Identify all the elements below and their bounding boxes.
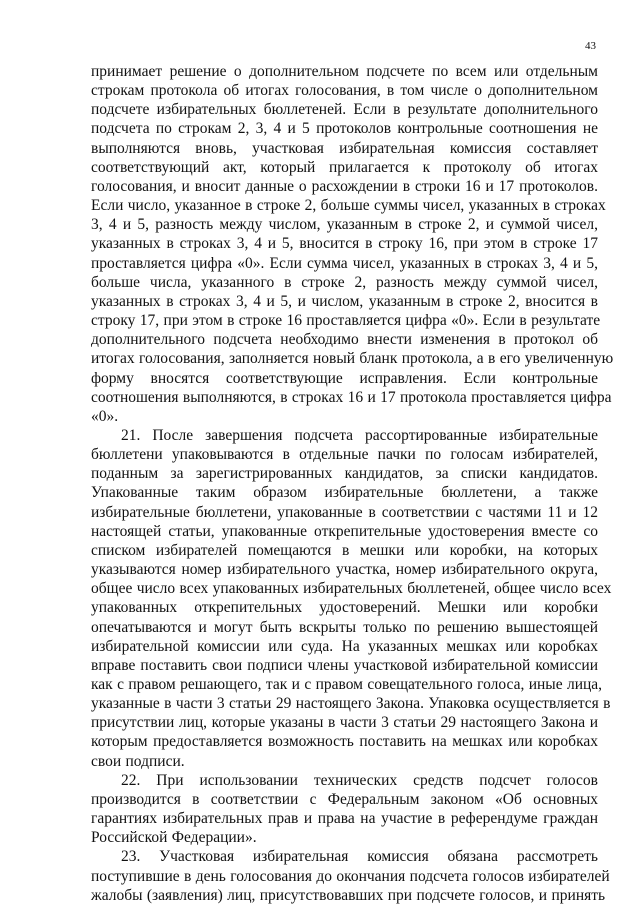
text-line: строку 17, при этом в строке 16 проставляется цифра «0». Если в результате	[91, 312, 601, 330]
paragraph-p23	[91, 847, 610, 904]
text-line: проставляется цифра «0». Если сумма чисел, указанных в строках 3, 4 и 5,	[91, 254, 598, 272]
text-line: гарантиях избирательных прав и права на участие в референдуме граждан	[91, 810, 598, 828]
text-line: бюллетени упаковываются в отдельные пачки по голосам избирателей,	[91, 446, 598, 464]
page-number: 43	[585, 40, 596, 52]
text-line: форму вносятся соответствующие исправления. Если контрольные	[91, 369, 598, 387]
text-line: которым предоставляется возможность поставить на мешках или коробках	[91, 733, 598, 751]
text-line: соотношения выполняются, в строках 16 и 17 протокола проставляется цифра	[91, 388, 612, 406]
text-line: подсчета по строкам 2, 3, 4 и 5 протоколов контрольные соотношения не	[91, 120, 598, 138]
text-line: жалобы (заявления) лиц, присутствовавших при подсчете голосов, и принять	[91, 886, 606, 904]
text-line: дополнительного подсчета необходимо внести изменения в протокол об	[91, 331, 598, 349]
text-line: опечатываются и могут быть вскрыты только по решению вышестоящей	[91, 618, 598, 636]
text-line: указанные в части 3 статьи 29 настоящего Закона. Упаковка осуществляется в	[91, 695, 611, 713]
text-line: принимает решение о дополнительном подсчете по всем или отдельным	[91, 63, 598, 80]
text-line: больше числа, указанного в строке 2, разность между суммой чисел,	[91, 273, 598, 291]
text-line: 23. Участковая избирательная комиссия обязана рассмотреть	[121, 848, 598, 866]
text-line: поступившие в день голосования до окончания подсчета голосов избирателей	[91, 867, 610, 885]
text-line: указываются номер избирательного участка, номер избирательного округа,	[91, 561, 598, 579]
text-line: 21. После завершения подсчета рассортированные избирательные	[121, 426, 598, 444]
text-line: «0».	[91, 407, 119, 425]
text-line: избирательной комиссии или суда. На указанных мешках или коробках	[91, 637, 598, 655]
text-line: списком избирателей помещаются в мешки или коробки, на которых	[91, 541, 598, 559]
text-line: общее число всех упакованных избирательных бюллетеней, общее число всех	[91, 580, 612, 598]
text-line: выполняются вновь, участковая избирательная комиссия составляет	[91, 139, 598, 157]
document-body	[91, 62, 614, 905]
paragraph-p20-cont	[91, 62, 614, 426]
text-line: подсчете избирательных бюллетеней. Если в результате дополнительного	[91, 101, 598, 119]
text-line: 22. При использовании технических средств подсчет голосов	[121, 771, 598, 789]
text-line: указанных в строках 3, 4 и 5, и числом, указанным в строке 2, вносится в	[91, 292, 598, 310]
text-line: итогах голосования, заполняется новый бланк протокола, а в его увеличенную	[91, 350, 614, 368]
text-line: как с правом решающего, так и с правом совещательного голоса, иные лица,	[91, 676, 603, 693]
text-line: указанных в строках 3, 4 и 5, вносится в строку 16, при этом в строке 17	[91, 235, 598, 253]
text-line: 3, 4 и 5, разность между числом, указанным в строке 2, и суммой чисел,	[91, 216, 598, 234]
paragraph-p21	[91, 426, 612, 771]
text-line: Упакованные таким образом избирательные бюллетени, а также	[91, 484, 598, 502]
paragraph-p22	[91, 771, 598, 848]
text-line: избирательные бюллетени, упакованные в соответствии с частями 11 и 12	[91, 503, 598, 521]
text-line: упакованных открепительных удостоверений. Мешки или коробки	[91, 599, 598, 617]
text-line: строкам протокола об итогах голосования, в том числе о дополнительном	[91, 82, 598, 100]
text-line: соответствующий акт, который прилагается к протоколу об итогах	[91, 158, 598, 176]
text-line: Российской Федерации».	[91, 829, 257, 847]
text-line: вправе поставить свои подписи члены участковой избирательной комиссии	[91, 656, 598, 674]
text-line: Если число, указанное в строке 2, больше суммы чисел, указанных в строках	[91, 197, 606, 215]
text-line: производится в соответствии с Федеральным законом «Об основных	[91, 790, 598, 808]
text-line: настоящей статьи, упакованные открепительные удостоверения вместе со	[91, 522, 598, 540]
text-line: голосования, и вносит данные о расхождении в строки 16 и 17 протоколов.	[91, 177, 598, 195]
text-line: свои подписи.	[91, 752, 185, 770]
text-line: поданным за зарегистрированных кандидатов, за списки кандидатов.	[91, 465, 598, 483]
text-line: присутствии лиц, которые указаны в части 3 статьи 29 настоящего Закона и	[91, 714, 598, 732]
